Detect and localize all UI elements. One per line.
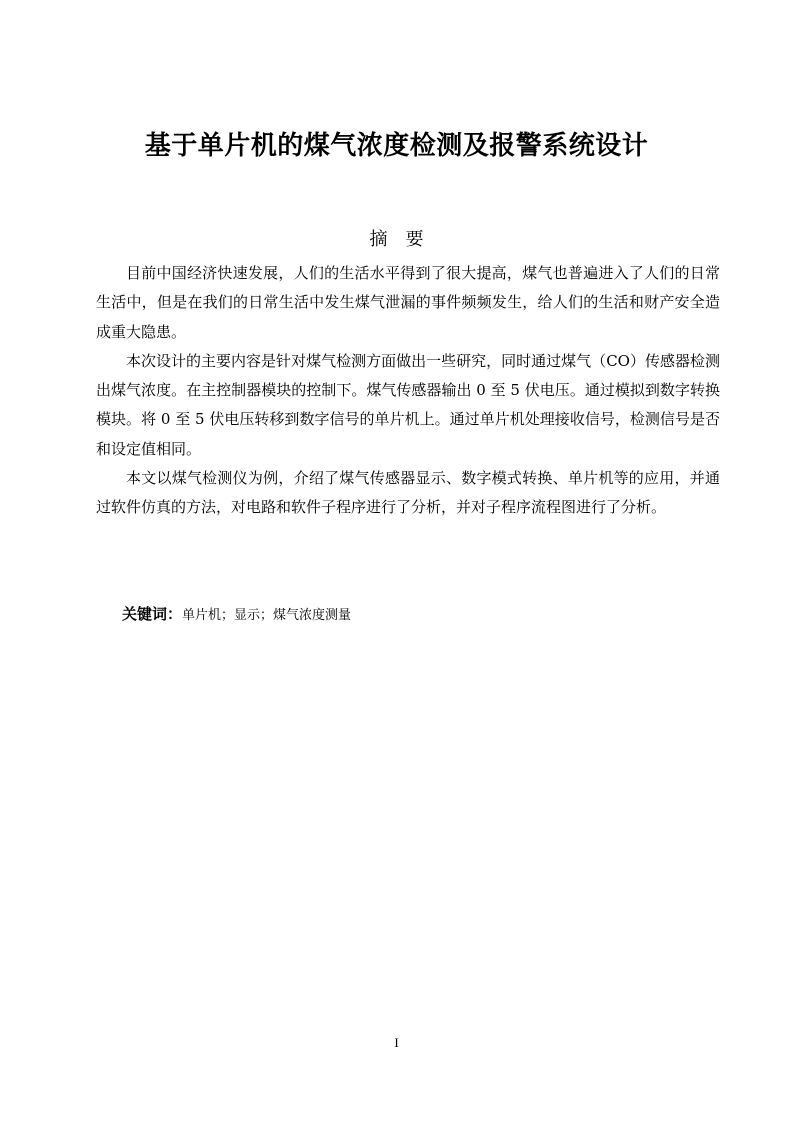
page-number: I (394, 1035, 399, 1050)
abstract-body (96, 259, 720, 523)
abstract-paragraph: 目前中国经济快速发展，人们的生活水平得到了很大提高，煤气也普遍进入了人们的日常生活中，但是在我们的日常生活中发生煤气泄漏的事件频频发生，给人们的生活和财产安全造成重大隐患。 (96, 264, 720, 341)
keywords-label: 关键词： (122, 605, 183, 623)
abstract-heading: 摘要 (369, 229, 442, 250)
document-title: 基于单片机的煤气浓度检测及报警系统设计 (144, 131, 649, 161)
keywords-value: 单片机；显示；煤气浓度测量 (182, 608, 352, 623)
abstract-paragraph: 本次设计的主要内容是针对煤气检测方面做出一些研究，同时通过煤气（CO）传感器检测出煤气浓度。在主控制器模块的控制下。煤气传感器输出 0 至 5 伏电压。通过模拟到数字转换模块。将 0 至 5 伏电压转移到数字信号的单片机上。通过单片机处理接收信号，检测信号是否和设定值相同。 (96, 351, 720, 458)
keywords-line (122, 603, 722, 627)
abstract-paragraph: 本文以煤气检测仪为例，介绍了煤气传感器显示、数字模式转换、单片机等的应用，并通过软件仿真的方法，对电路和软件子程序进行了分析，并对子程序流程图进行了分析。 (96, 469, 720, 517)
